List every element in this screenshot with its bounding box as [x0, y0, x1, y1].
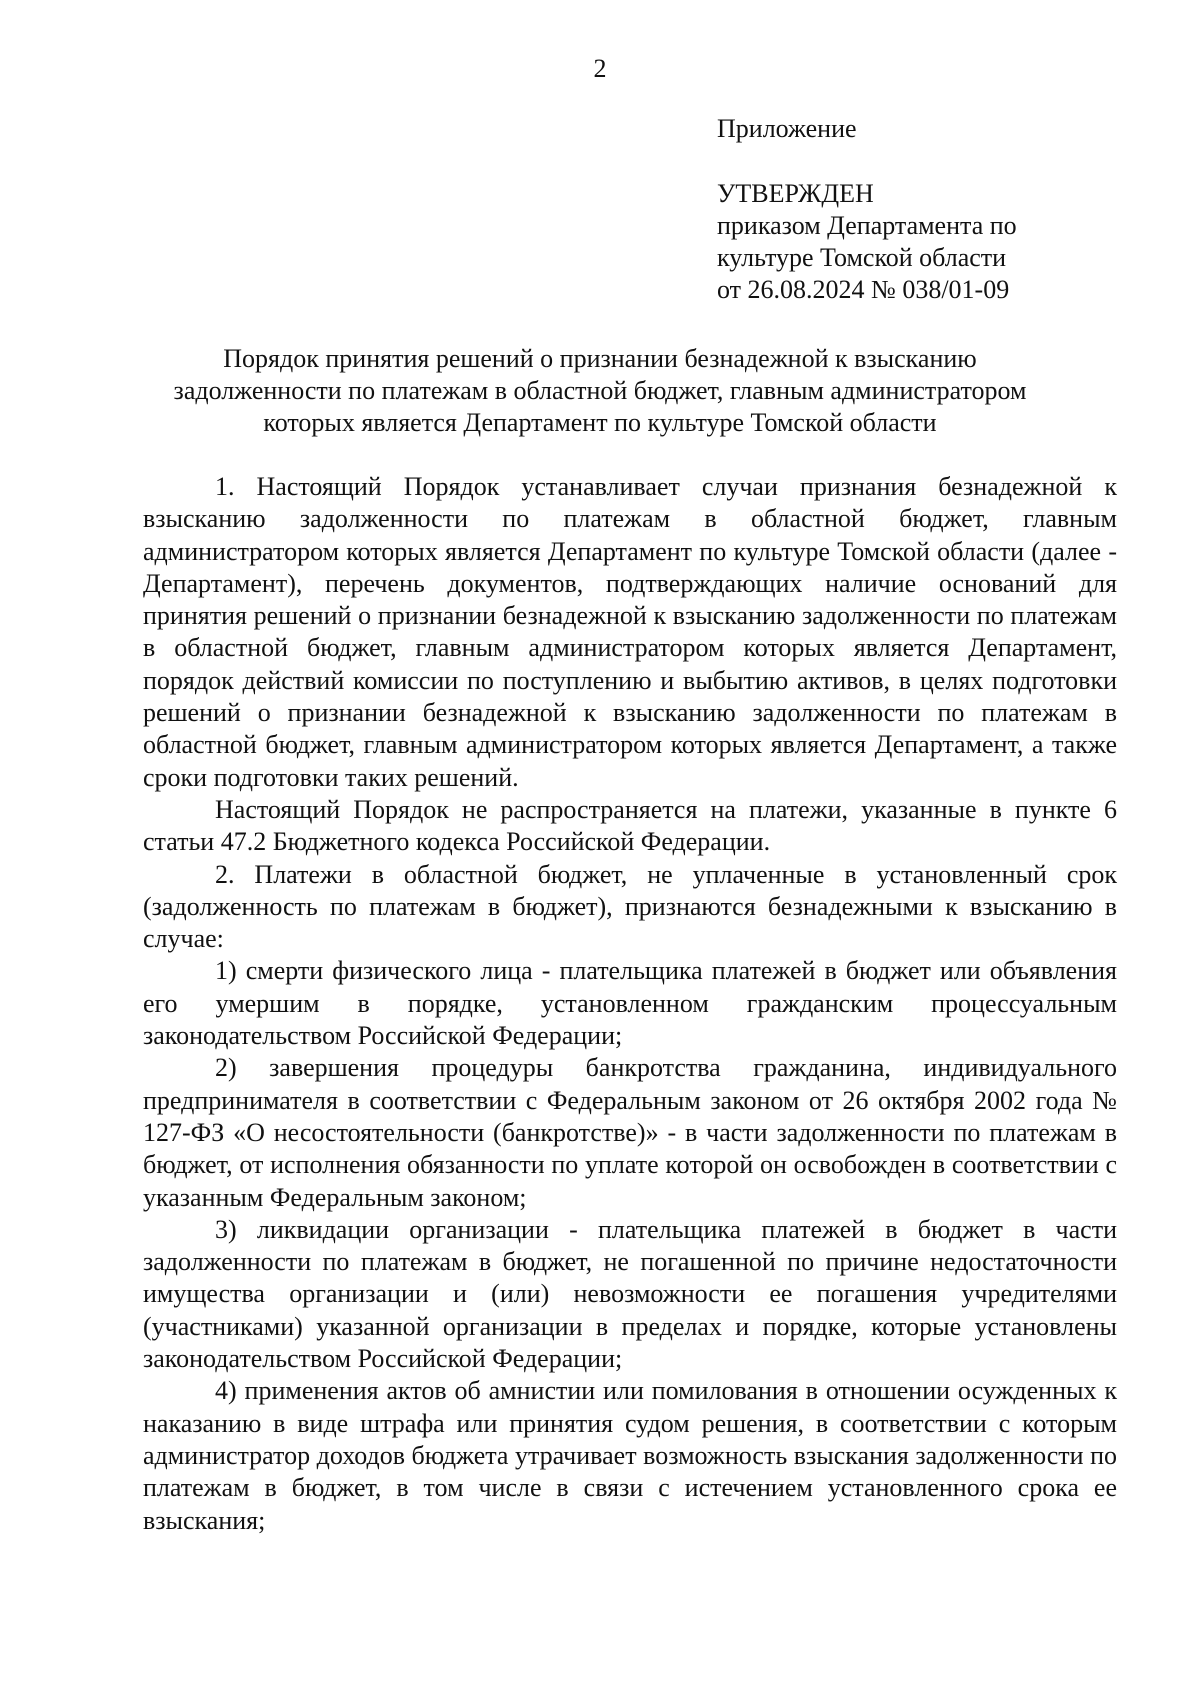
page-number: 2 — [593, 54, 607, 83]
approval-line: культуре Томской области — [717, 243, 1007, 272]
paragraph-2-item-4: 4) применения актов об амнистии или помилования в отношении осужденных к наказанию в виде штрафа или принятия судом решения, в соответствии с которым администратор доходов бюджета утрачивает возможность взыскания задолженности по платежам в бюджет, в том числе в связи с истечением установленного срока ее взыскания; — [143, 1376, 1117, 1535]
document-title — [150, 343, 1050, 439]
approval-heading: УТВЕРЖДЕН — [717, 179, 874, 208]
approval-line: приказом Департамента по — [717, 211, 1017, 240]
paragraph-1: 1. Настоящий Порядок устанавливает случаи признания безнадежной к взысканию задолженности по платежам в областной бюджет, главным администратором которых является Департамент по культуре Томской области (далее - Департамент), перечень документов, подтверждающих наличие оснований для принятия решений о признании безнадежной к взысканию задолженности по платежам в областной бюджет, главным администратором которых является Департамент, порядок действий комиссии по поступлению и выбытию активов, в целях подготовки решений о признании безнадежной к взысканию задолженности по платежам в областной бюджет, главным администратором которых является Департамент, а также сроки подготовки таких решений. — [143, 472, 1117, 792]
annex-label: Приложение — [717, 114, 857, 143]
title-line: которых является Департамент по культуре Томской области — [263, 408, 937, 437]
document-body — [143, 471, 1117, 1537]
paragraph-1-note: Настоящий Порядок не распространяется на платежи, указанные в пункте 6 статьи 47.2 Бюджетного кодекса Российской Федерации. — [143, 794, 1117, 857]
paragraph-2-item-1: 1) смерти физического лица - плательщика платежей в бюджет или объявления его умершим в порядке, установленном гражданским процессуальным законодательством Российской Федерации; — [143, 956, 1117, 1051]
paragraph-2: 2. Платежи в областной бюджет, не уплаченные в установленный срок (задолженность по платежам в бюджет), признаются безнадежными к взысканию в случае: — [143, 859, 1117, 954]
title-line: Порядок принятия решений о признании безнадежной к взысканию — [223, 344, 977, 373]
approval-line: от 26.08.2024 № 038/01-09 — [717, 275, 1010, 304]
approval-block — [717, 178, 1017, 306]
title-line: задолженности по платежам в областной бюджет, главным администратором — [173, 376, 1027, 405]
paragraph-2-item-3: 3) ликвидации организации - плательщика платежей в бюджет в части задолженности по платежам в бюджет, не погашенной по причине недостаточности имущества организации и (или) невозможности ее погашения учредителями (участниками) указанной организации в пределах и порядке, которые установлены законодательством Российской Федерации; — [143, 1214, 1117, 1374]
paragraph-2-item-2: 2) завершения процедуры банкротства гражданина, индивидуального предпринимателя в соответствии с Федеральным законом от 26 октября 2002 года № 127-ФЗ «О несостоятельности (банкротстве)» - в части задолженности по платежам в бюджет, от исполнения обязанности по уплате которой он освобожден в соответствии с указанным Федеральным законом; — [143, 1053, 1117, 1212]
